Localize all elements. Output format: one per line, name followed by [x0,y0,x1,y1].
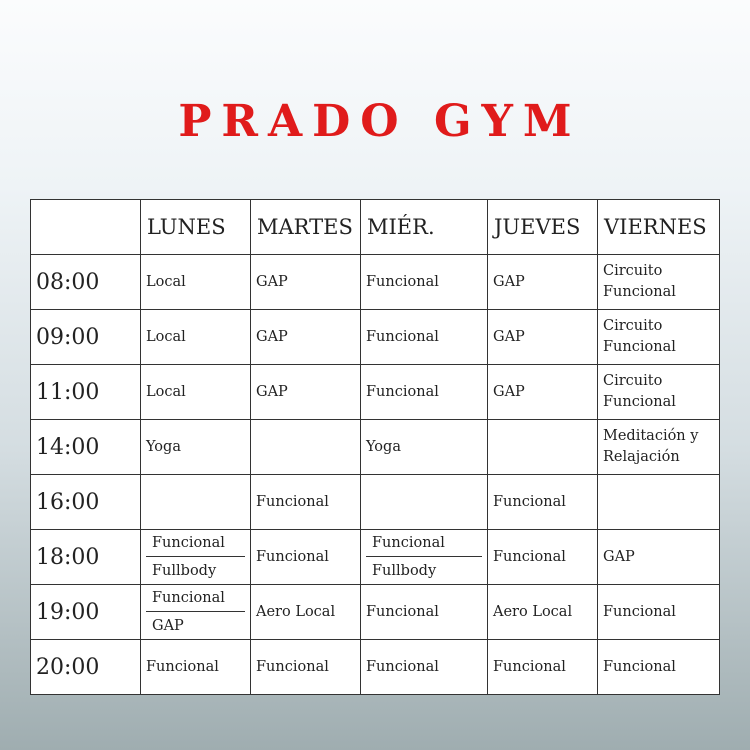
table-row [31,255,720,310]
corner-cell [31,200,141,255]
class-cell: Funcional [361,310,488,365]
class-name: GAP [152,617,184,634]
class-cell: Aero Local [251,585,361,640]
time-slot: 09:00 [31,310,141,365]
time-slot: 18:00 [31,530,141,585]
split-class-cell [361,530,488,585]
day-header: MIÉR. [361,200,488,255]
class-cell [251,420,361,475]
day-header: VIERNES [598,200,720,255]
class-cell: Funcional [251,640,361,695]
time-slot: 20:00 [31,640,141,695]
class-name: Funcional [146,530,245,557]
table-row [31,585,720,640]
class-cell [488,420,598,475]
time-slot: 11:00 [31,365,141,420]
class-cell: Yoga [361,420,488,475]
class-cell: Yoga [141,420,251,475]
class-cell: Funcional [361,585,488,640]
class-cell: Funcional [598,585,720,640]
class-cell: GAP [488,255,598,310]
table-row [31,530,720,585]
class-cell: Funcional [361,640,488,695]
class-cell: Funcional [251,475,361,530]
class-cell: GAP [598,530,720,585]
table-row [31,310,720,365]
class-cell: GAP [251,255,361,310]
class-cell: Local [141,310,251,365]
class-cell: GAP [251,365,361,420]
time-slot: 14:00 [31,420,141,475]
day-header: LUNES [141,200,251,255]
split-class-cell [141,530,251,585]
class-cell [361,475,488,530]
class-cell: Funcional [141,640,251,695]
class-cell: Funcional [488,640,598,695]
class-cell: Funcional [488,530,598,585]
class-cell: GAP [488,310,598,365]
class-cell: Funcional [361,255,488,310]
class-name: Funcional [146,585,245,612]
day-header: JUEVES [488,200,598,255]
class-cell [141,475,251,530]
class-cell: Funcional [251,530,361,585]
table-row [31,640,720,695]
split-class-cell [141,585,251,640]
class-name: Funcional [366,530,482,557]
day-header: MARTES [251,200,361,255]
class-name: Fullbody [372,562,437,579]
time-slot: 08:00 [31,255,141,310]
table-row [31,475,720,530]
class-cell [598,475,720,530]
class-cell: Meditación y Relajación [598,420,720,475]
class-cell: Funcional [361,365,488,420]
class-cell: GAP [488,365,598,420]
table-row [31,365,720,420]
class-cell: Local [141,255,251,310]
time-slot: 19:00 [31,585,141,640]
time-slot: 16:00 [31,475,141,530]
gym-title: PRADO GYM [178,96,582,147]
class-cell: Local [141,365,251,420]
class-cell: Funcional [598,640,720,695]
class-cell: Circuito Funcional [598,365,720,420]
class-cell: Circuito Funcional [598,310,720,365]
table-row [31,420,720,475]
header-row [31,200,720,255]
class-cell: Circuito Funcional [598,255,720,310]
class-cell: Aero Local [488,585,598,640]
class-cell: Funcional [488,475,598,530]
class-name: Fullbody [152,562,217,579]
class-schedule-table [30,199,720,695]
class-cell: GAP [251,310,361,365]
